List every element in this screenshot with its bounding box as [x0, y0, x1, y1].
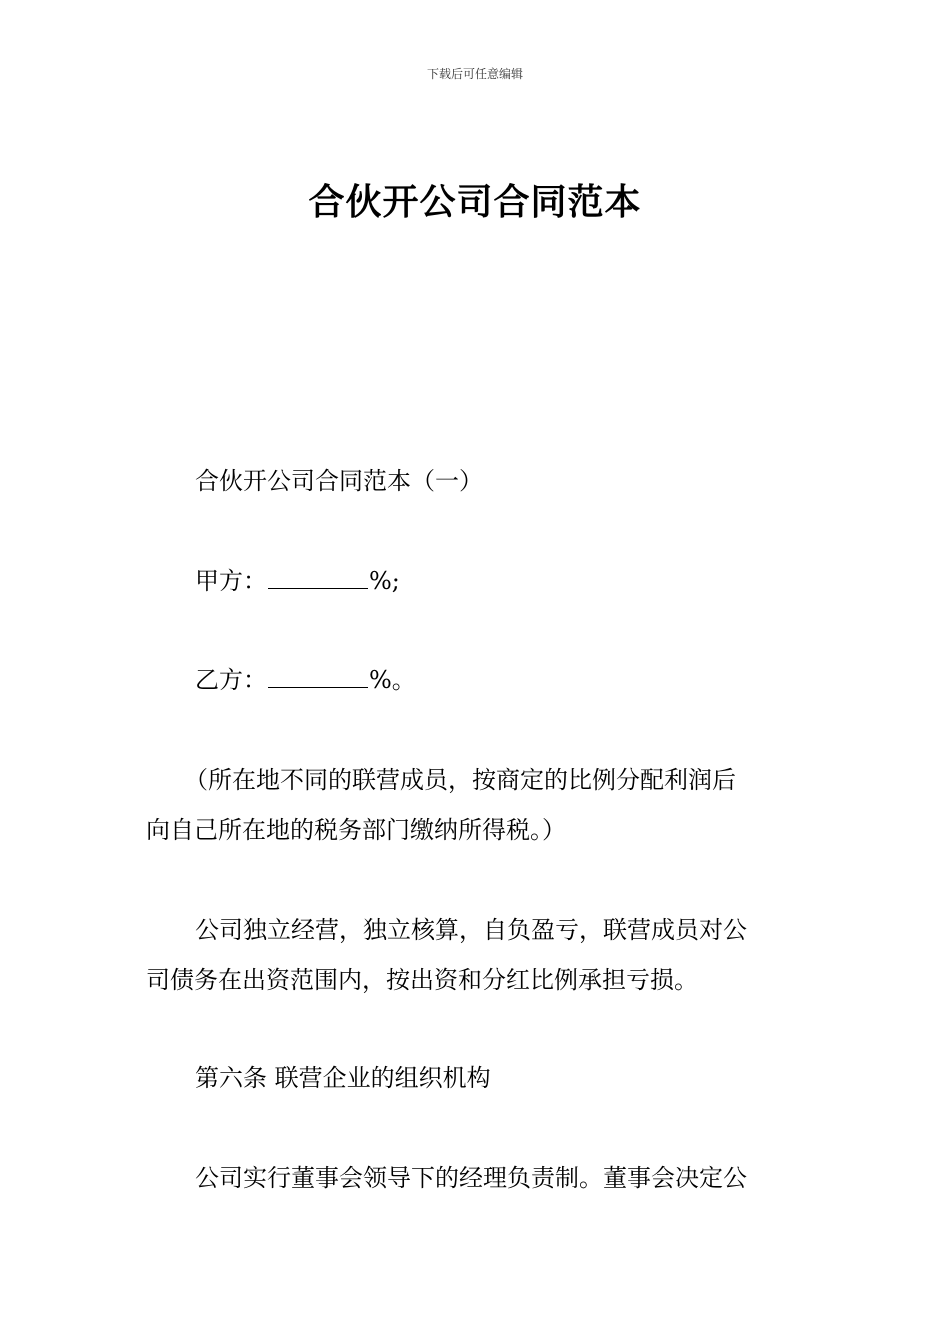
party-b-suffix: %。: [369, 666, 416, 694]
party-b-line: [146, 655, 806, 705]
paragraph-board-line1: 公司实行董事会领导下的经理负责制。董事会决定公: [195, 1164, 747, 1192]
party-a-line: [146, 556, 806, 606]
document-title: 合伙开公司合同范本: [308, 181, 642, 223]
party-a-suffix: %;: [369, 567, 400, 595]
party-b-row: [146, 655, 806, 705]
party-a-blank: [268, 566, 368, 589]
party-b-blank: [268, 665, 368, 688]
header-note: 下载后可任意编辑: [426, 67, 523, 81]
party-b-label: 乙方：: [195, 666, 267, 694]
paragraph-tax-line2: 向自己所在地的税务部门缴纳所得税。）: [146, 816, 566, 844]
paragraph-independent-line1: 公司独立经营，独立核算，自负盈亏，联营成员对公: [195, 916, 747, 944]
section-heading-text: 合伙开公司合同范本（一）: [195, 467, 483, 495]
party-a-row: [146, 556, 806, 606]
paragraph-board: [146, 1153, 806, 1203]
section-heading: [146, 456, 806, 506]
article-6-text: 第六条 联营企业的组织机构: [195, 1064, 491, 1092]
paragraph-tax-line1: （所在地不同的联营成员，按商定的比例分配利润后: [184, 766, 736, 794]
paragraph-independent: [146, 905, 806, 1005]
article-6-heading: [146, 1053, 806, 1103]
paragraph-independent-line2: 司债务在出资范围内，按出资和分红比例承担亏损。: [146, 966, 698, 994]
paragraph-tax: [146, 755, 806, 855]
party-a-label: 甲方：: [195, 567, 267, 595]
